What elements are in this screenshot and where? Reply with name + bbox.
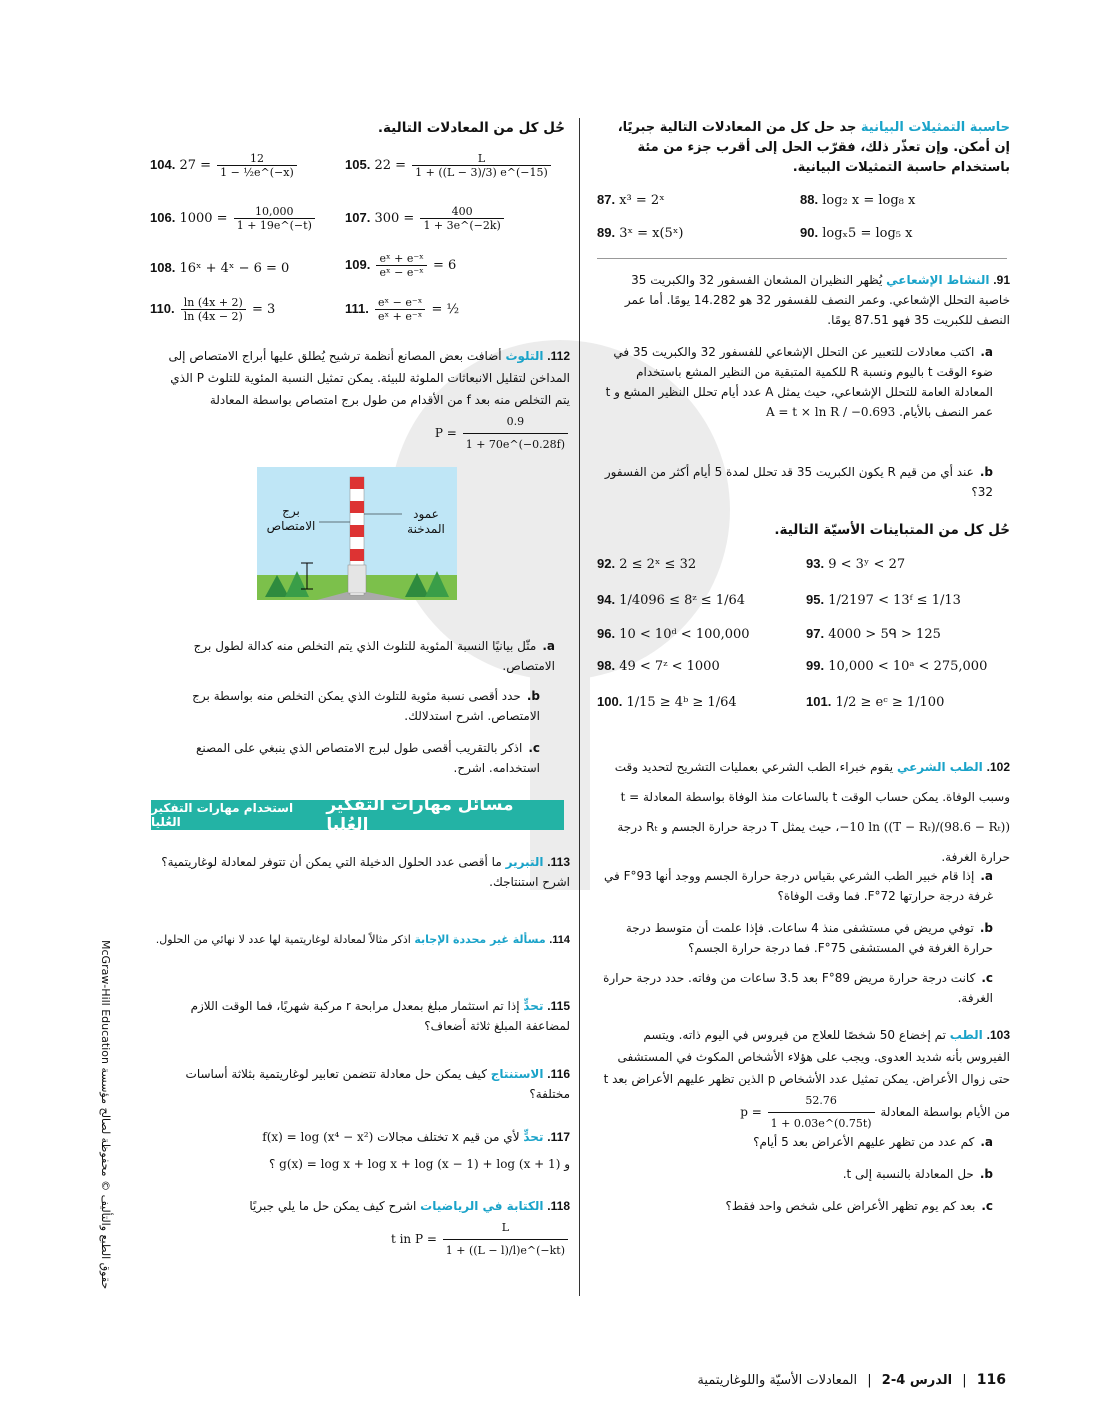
equation-88: 88. log₂ x = log₈ x <box>800 192 916 208</box>
lesson-label: الدرس 4-2 <box>881 1373 953 1388</box>
right-intro: حاسبة التمثيلات البيانية جد حل كل من المعادلات التالية جبريًا، إن أمكن. وإن تعذّر ذلك، فقرّب الحل إلى أقرب جزء من مئة باستخدام حاسبة التمثيلات البيانية. <box>617 120 1010 175</box>
equation-105: 105. 22 = $\frac{L}{1 + ((L - 3)/3) e\^{}(-15)}$ <box>345 152 553 179</box>
problem-103-part-c: c. بعد كم يوم تظهر الأعراض على شخص واحد فقط؟ <box>725 1199 993 1213</box>
left-intro: حُل كل من المعادلات التالية. <box>377 120 565 136</box>
copyright-vertical: حقوق الطبع والتأليف © محفوظة لصالح مؤسسة McGraw-Hill Education <box>99 940 112 1290</box>
chimney-label: عمود المدخنة <box>407 507 445 536</box>
equation-107: 107. 300 = $\frac{400}{1 + 3e\^{}(-2k)}$ <box>345 205 506 232</box>
problem-118: 118. الكتابة في الرياضيات اشرح كيف يمكن حل ما يلي جبريًا t in P = $\frac{L}{1 + ((L - l)/l)e\^{}(-kt)}$ <box>249 1199 570 1257</box>
tower-label: برج الامتصاص <box>266 504 316 533</box>
problem-102-part-c: c. كانت درجة حرارة مريض 89°F بعد 3.5 ساعات من وفاته. حدد درجة حرارة الغرفة. <box>603 971 993 1005</box>
equation-106: 106. 1000 = $\frac{10,000}{1 + 19e\^{}(-t)}$ <box>150 205 317 232</box>
problem-116: 116. الاستنتاج كيف يمكن حل معادلة تتضمن تعابير لوغاريتمية بثلاثة أساسات مختلفة؟ <box>185 1067 570 1101</box>
equation-89: 89. 3ˣ = x(5ˣ) <box>597 225 684 241</box>
equation-90: 90. logₓ5 = log₅ x <box>800 225 913 241</box>
hots-title: مسائل مهارات التفكير العُليا <box>326 795 514 835</box>
hots-subtitle: استخدام مهارات التفكير العُليا <box>151 801 294 829</box>
equation-109: 109. $\frac{\text{eˣ + e⁻ˣ}}{\text{eˣ − e⁻ˣ}}$ = 6 <box>345 252 457 279</box>
inequalities-intro: حُل كل من المتباينات الأسيّة التالية. <box>774 522 1010 538</box>
problem-102: 102. الطب الشرعي يقوم خبراء الطب الشرعي بعمليات التشريح لتحديد وقت وسبب الوفاة. يمكن حساب الوقت t بالساعات منذ الوفاة بواسطة المعادلة t = −10 ln ((T − Rₜ)/(98.6 − Rₜ))، حيث يمثل T درجة حرارة الجسم و Rₜ درجة حرارة الغرفة. <box>614 760 1010 864</box>
problem-103: 103. الطب تم إخضاع 50 شخصًا للعلاج من فيروس في اليوم ذاته. ويتسم الفيروس بأنه شديد العدوى. ويجب على هؤلاء الأشخاص المكوث في المستشفى حتى زوال الأعراض. يمكن تمثيل عدد الأشخاص p الذين تظهر عليهم الأعراض بعد t من الأيام بواسطة المعادلة p = $\frac{52.76}{1 + 0.03e\^{}(0.75t)}$ <box>603 1028 1010 1130</box>
inequality-96: 96. 10 < 10ᵈ < 100,000 <box>597 626 750 642</box>
equation-111: 111. $\frac{\text{eˣ − e⁻ˣ}}{\text{eˣ + e⁻ˣ}}$ = ½ <box>345 296 460 323</box>
inequality-92: 92. 2 ≤ 2ˣ ≤ 32 <box>597 556 697 572</box>
problem-113: 113. التبرير ما أقصى عدد الحلول الدخيلة التي يمكن أن تتوفر لمعادلة لوغاريتمية؟ اشرح استنتاجك. <box>161 855 570 889</box>
inequality-101: 101. 1/2 ≥ eᶜ ≥ 1/100 <box>806 694 945 710</box>
lesson-title: المعادلات الأسيّة واللوغاريتمية <box>697 1373 858 1388</box>
problem-112-part-b: b. حدد أقصى نسبة مئوية للتلوث الذي يمكن التخلص منه بواسطة برج الامتصاص. اشرح استدلالك. <box>192 689 540 723</box>
problem-103-part-a: a. كم عدد من تظهر عليهم الأعراض بعد 5 أيام؟ <box>753 1135 993 1149</box>
page-number: 116 <box>976 1372 1006 1388</box>
inequality-94: 94. 1/4096 ≤ 8ᶻ ≤ 1/64 <box>597 592 746 608</box>
problem-91-part-a: a. اكتب معادلات للتعبير عن التحلل الإشعاعي للفسفور 32 والكبريت 35 في ضوء الوقت t باليوم ونسبة R للكمية المتبقية من النظير المشع باستخدام المعادلة العامة للتحلل الإشعاعي، حيث يمثل A عدد أيام تحلل النظير المشع و t عمر النصف بالأيام. A = t × ln R / −0.693 <box>605 345 993 419</box>
hots-banner <box>151 795 564 835</box>
inequality-95: 95. 1/2197 < 13ᶠ ≤ 1/13 <box>806 592 961 608</box>
problem-103-part-b: b. حل المعادلة بالنسبة إلى t. <box>842 1167 993 1181</box>
section-rule <box>597 258 1007 259</box>
problem-117: 117. تحدٍّ لأي من قيم x تختلف مجالات f(x) = log (x⁴ − x²) و g(x) = log x + log x + log (x − 1) + log (x + 1) ؟ <box>262 1130 570 1171</box>
inequality-100: 100. 1/15 ≥ 4ᵇ ≥ 1/64 <box>597 694 737 710</box>
inequality-99: 99. 10,000 < 10ᵃ < 275,000 <box>806 658 988 674</box>
problem-102-part-a: a. إذا قام خبير الطب الشرعي بقياس درجة حرارة الجسم ووجد أنها 93°F في غرفة درجة حرارتها 72°F. فما وقت الوفاة؟ <box>604 869 993 903</box>
problem-112: 112. التلوث أضافت بعض المصانع أنظمة ترشيح يُطلق عليها أبراج الامتصاص إلى المداخن لتقليل الانبعاثات الملوثة للبيئة. يمكن تمثيل النسبة المئوية للتلوث P الذي يتم التخلص منه بعد f من الأقدام من طول برج امتصاص بواسطة المعادلة P = $\frac{0.9}{1 + 70e\^{}(-0.28f)}$ <box>168 349 570 451</box>
equation-87: 87. x³ = 2ˣ <box>597 192 665 208</box>
inequality-97: 97. 4000 > 5ᑫ > 125 <box>806 626 941 642</box>
equation-110: 110. $\frac{\ln (4x + 2)}{\ln (4x - 2)}$ = 3 <box>150 296 276 323</box>
problem-112-part-a: a. مثّل بيانيًا النسبة المئوية للتلوث الذي يتم التخلص منه كدالة لطول برج الامتصاص. <box>193 639 555 673</box>
problem-112-part-c: c. اذكر بالتقريب أقصى طول لبرج الامتصاص الذي ينبغي على المصنع استخدامه. اشرح. <box>195 741 540 775</box>
inequality-98: 98. 49 < 7ᶻ < 1000 <box>597 658 720 674</box>
problem-115: 115. تحدٍّ إذا تم استثمار مبلغ بمعدل مرابحة r مركبة شهريًا، فما الوقت اللازم لمضاعفة المبلغ ثلاثة أضعاف؟ <box>190 999 570 1033</box>
page-footer: 116 | الدرس 4-2 | المعادلات الأسيّة واللوغاريتمية <box>697 1372 1006 1388</box>
problem-114: 114. مسألة غير محددة الإجابة اذكر مثالاً لمعادلة لوغاريتمية لها عدد لا نهائي من الحلول. <box>155 933 570 946</box>
problem-91-part-b: b. عند أي من قيم R يكون الكبريت 35 قد تحلل لمدة 5 أيام أكثر من الفسفور 32؟ <box>604 465 993 499</box>
equation-104: 104. 27 = $\frac{12}{\text{1 − ½e\textasciicircum{}(−x)}}$ <box>150 152 299 179</box>
problem-102-part-b: b. توفي مريض في مستشفى منذ 4 ساعات. فإذا علمت أن متوسط درجة حرارة الغرفة في المستشفى 75°F. فما درجة حرارة الجسم؟ <box>625 921 993 955</box>
inequality-93: 93. 9 < 3ʸ < 27 <box>806 556 906 572</box>
problem-91: 91. النشاط الإشعاعي يُظهر النظيران المشعان الفسفور 32 والكبريت 35 خاصية التحلل الإشعاعي. وعمر النصف للفسفور 32 هو 14.282 يومًا. أما عمر النصف للكبريت 35 فهو 87.51 يومًا. <box>624 273 1010 327</box>
equation-108: 108. 16ˣ + 4ˣ − 6 = 0 <box>150 260 290 276</box>
